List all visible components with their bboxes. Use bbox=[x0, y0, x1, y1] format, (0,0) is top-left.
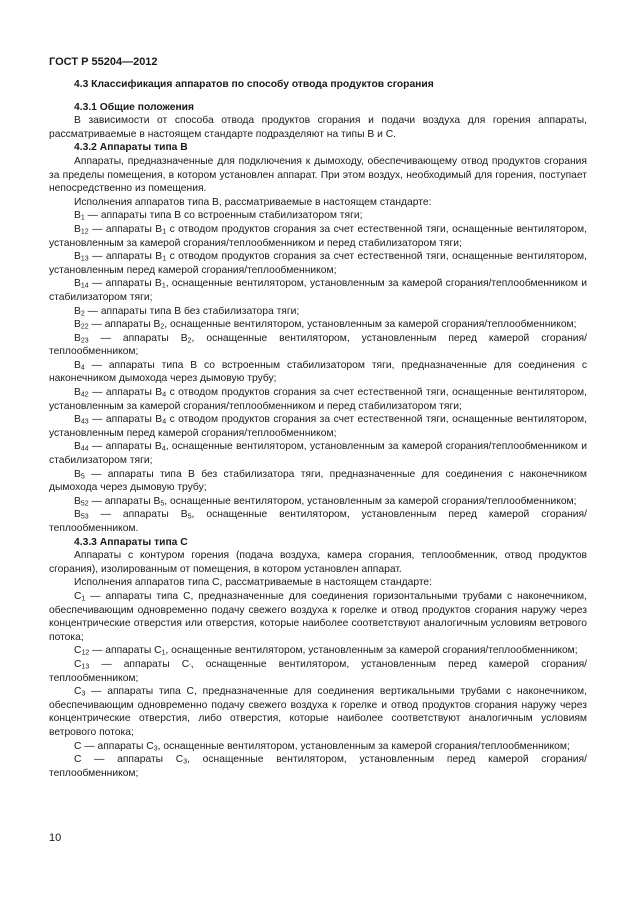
type-c1-item: $С_1$ — аппараты типа С, предназначенные для соединения горизонтальными трубами с наконечником, обеспечивающим одновременно подачу свежего воздуха к горелке и отвод продуктов сгорания наружу через концентрические отверстия или отверстия, которые наиболее соответствуют аналогичным условиям ветрового потока; bbox=[49, 590, 587, 643]
type-c32-item: С — аппараты $С_3$, оснащенные вентилятором, установленным за камерой сгорания/теплообменником; bbox=[74, 740, 570, 752]
section-4-3-1-title: 4.3.1 Общие положения bbox=[74, 101, 194, 113]
type-b23-item: $В_{23}$ — аппараты $В_2$, оснащенные вентилятором, установленным перед камерой сгорания/теплообменником; bbox=[49, 332, 587, 358]
paragraph: Аппараты с контуром горения (подача воздуха, камера сгорания, теплообменник, отвод продуктов сгорания), изолированным от помещения, в котором установлен аппарат. bbox=[49, 550, 587, 575]
paragraph: Аппараты, предназначенные для подключения к дымоходу, обеспечивающему отвод продуктов сгорания за пределы помещения, в котором установлен аппарат. При этом воздух, необходимый для горения, поступает непосредственно из помещения. bbox=[49, 155, 587, 195]
type-b5-item: $В_5$ — аппараты типа В без стабилизатора тяги, предназначенные для соединения с наконечником дымохода через дымовую трубу; bbox=[49, 468, 587, 494]
type-b1-item: $В_1$ — аппараты типа В со встроенным стабилизатором тяги; bbox=[74, 210, 363, 222]
type-c13-item: $С_{13}$ — аппараты $С_‘$, оснащенные вентилятором, установленным перед камерой сгорания/теплообменником; bbox=[49, 658, 588, 684]
type-b22-item: $В_{22}$ — аппараты $В_2$, оснащенные вентилятором, установленным за камерой сгорания/теплообменником; bbox=[74, 319, 577, 331]
paragraph: В зависимости от способа отвода продуктов сгорания и подачи воздуха для горения аппараты, рассматриваемые в настоящем стандарте подразделяют на типы В и С. bbox=[49, 115, 587, 140]
section-4-3-2-title: 4.3.2 Аппараты типа В bbox=[74, 142, 188, 154]
section-4-3-3-title: 4.3.3 Аппараты типа С bbox=[74, 536, 188, 548]
document-body bbox=[49, 78, 587, 780]
type-b13-item: $В_{13}$ — аппараты $В_1$ с отводом продуктов сгорания за счет естественной тяги, оснащенные вентилятором, установленным перед камерой сгорания/теплообменником; bbox=[49, 251, 587, 276]
type-b2-item: $В_2$ — аппараты типа В без стабилизатора тяги; bbox=[74, 305, 300, 317]
type-b14-item: $В_{14}$ — аппараты $В_1$, оснащенные вентилятором, установленным за камерой сгорания/теплообменником и стабилизатором тяги; bbox=[49, 278, 587, 303]
type-b52-item: $В_{52}$ — аппараты $В_5$, оснащенные вентилятором, установленным за камерой сгорания/теплообменником; bbox=[74, 495, 577, 508]
type-b42-item: $В_{42}$ — аппараты $В_4$ с отводом продуктов сгорания за счет естественной тяги, оснащенные вентилятором, установленным за камерой сгорания/теплообменником и перед стабилизатором тяги; bbox=[49, 387, 587, 412]
type-c3-item: $С_3$ — аппараты типа С, предназначенные для соединения вертикальными трубами с наконечником, обеспечивающим одновременно подачу свежего воздуха к горелке и отвод продуктов сгорания наружу через концентрические отверстия, либо отверстия, которые наиболее соответствуют аналогичным условиям ветрового потока; bbox=[49, 686, 587, 738]
type-b44-item: $В_{44}$ — аппараты $В_4$, оснащенные вентилятором, установленным за камерой сгорания/теплообменником и стабилизатором тяги; bbox=[49, 441, 587, 467]
paragraph: Исполнения аппаратов типа В, рассматриваемые в настоящем стандарте: bbox=[74, 196, 432, 208]
page-number: 10 bbox=[49, 832, 62, 844]
type-b4-item: $В_4$ — аппараты типа В со встроенным стабилизатором тяги, предназначенные для соединения с наконечником дымохода через дымовую трубу; bbox=[49, 359, 587, 385]
type-b12-item: $В_{12}$ — аппараты $В_1$ с отводом продуктов сгорания за счет естественной тяги, оснащенные вентилятором, установленным за камерой сгорания/теплообменником и перед стабилизатором тяги; bbox=[49, 223, 587, 249]
standard-header: ГОСТ Р 55204—2012 bbox=[49, 56, 158, 68]
type-b43-item: $В_{43}$ — аппараты $В_4$ с отводом продуктов сгорания за счет естественной тяги, оснащенные вентилятором, установленным перед камерой сгорания/теплообменником; bbox=[49, 414, 587, 439]
type-c12-item: $С_{12}$ — аппараты $С_1$, оснащенные вентилятором, установленным за камерой сгорания/теплообменником; bbox=[74, 645, 578, 657]
section-4-3-title: 4.3 Классификация аппаратов по способу отвода продуктов сгорания bbox=[74, 79, 434, 90]
type-b53-item: $В_{53}$ — аппараты $В_5$, оснащенные вентилятором, установленным перед камерой сгорания/теплообменником. bbox=[49, 509, 587, 534]
type-c33-item: С — аппараты $С_3$, оснащенные вентилятором, установленным перед камерой сгорания/теплообменником; bbox=[49, 754, 587, 779]
paragraph: Исполнения аппаратов типа С, рассматриваемые в настоящем стандарте: bbox=[74, 577, 433, 589]
